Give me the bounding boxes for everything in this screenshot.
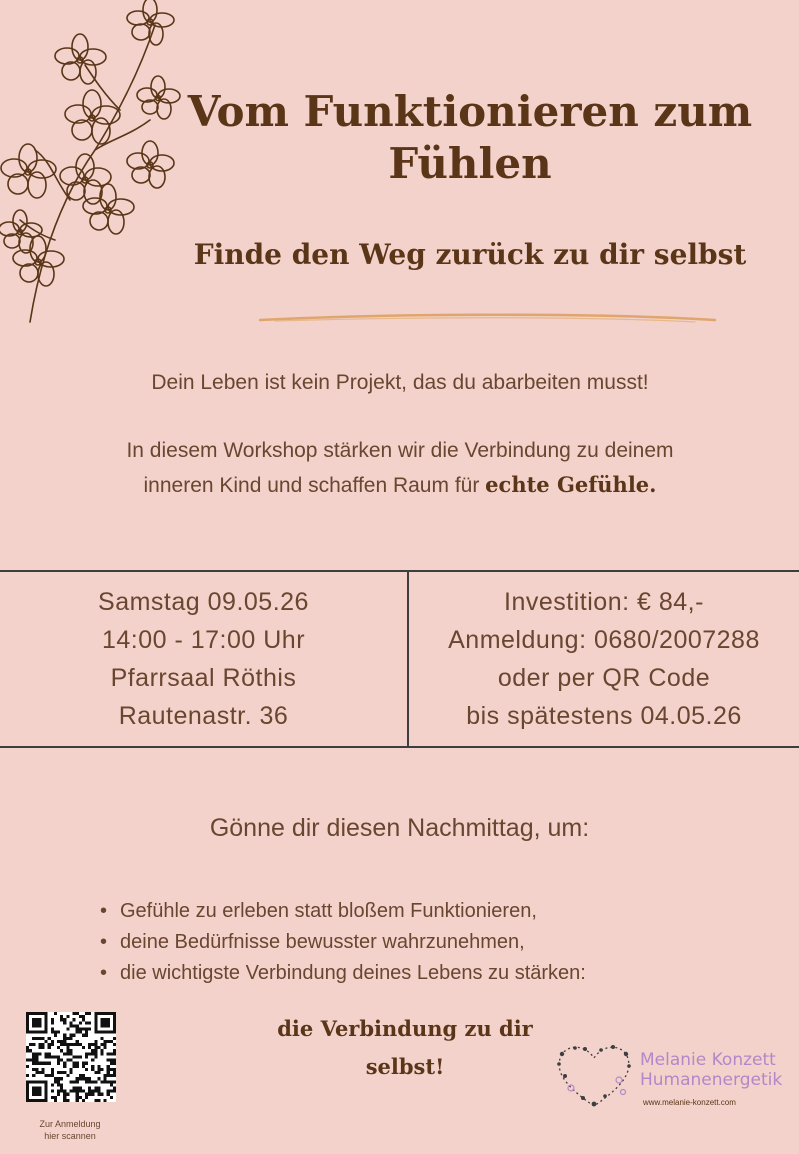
logo-subtitle: Humanenergetik xyxy=(640,1070,783,1090)
qr-code-icon[interactable] xyxy=(26,1012,116,1102)
list-item: • die wichtigste Verbindung deines Lebens zu stärken: xyxy=(100,962,586,984)
registration-qr-note: oder per QR Code xyxy=(497,664,711,692)
list-item: • Gefühle zu erleben statt bloßem Funktionieren, xyxy=(100,900,537,922)
page-title: Vom Funktionieren zum Fühlen xyxy=(187,87,753,188)
intro-line-1: Dein Leben ist kein Projekt, das du abarbeiten musst! xyxy=(151,371,649,394)
page-subtitle: Finde den Weg zurück zu dir selbst xyxy=(193,238,747,271)
event-venue: Pfarrsaal Röthis xyxy=(110,664,297,692)
closing-statement: die Verbindung zu dir selbst! xyxy=(277,1016,533,1079)
qr-caption: Zur Anmeldung hier scannen xyxy=(39,1119,101,1141)
logo-website: www.melanie-konzett.com xyxy=(643,1098,736,1107)
intro-highlight: echte Gefühle. xyxy=(485,472,657,497)
registration-deadline: bis spätestens 04.05.26 xyxy=(466,702,742,730)
intro-paragraph xyxy=(40,434,760,503)
heart-wreath-icon xyxy=(553,1040,635,1112)
decorative-divider xyxy=(255,308,720,328)
event-date: Samstag 09.05.26 xyxy=(98,588,309,616)
logo-name: Melanie Konzett xyxy=(640,1050,776,1070)
list-item: • deine Bedürfnisse bewusster wahrzunehmen, xyxy=(100,931,525,953)
event-time: 14:00 - 17:00 Uhr xyxy=(101,626,306,654)
benefits-list xyxy=(100,896,740,989)
registration-phone: Anmeldung: 0680/2007288 xyxy=(448,626,760,654)
intro-line-2b: inneren Kind und schaffen Raum für xyxy=(143,474,480,497)
benefits-heading: Gönne dir diesen Nachmittag, um: xyxy=(209,814,590,842)
event-price: Investition: € 84,- xyxy=(504,588,704,616)
intro-line-2a: In diesem Workshop stärken wir die Verbindung zu deinem xyxy=(126,439,674,462)
registration-details xyxy=(409,583,799,735)
event-address: Rautenastr. 36 xyxy=(118,702,289,730)
event-details xyxy=(0,583,407,735)
